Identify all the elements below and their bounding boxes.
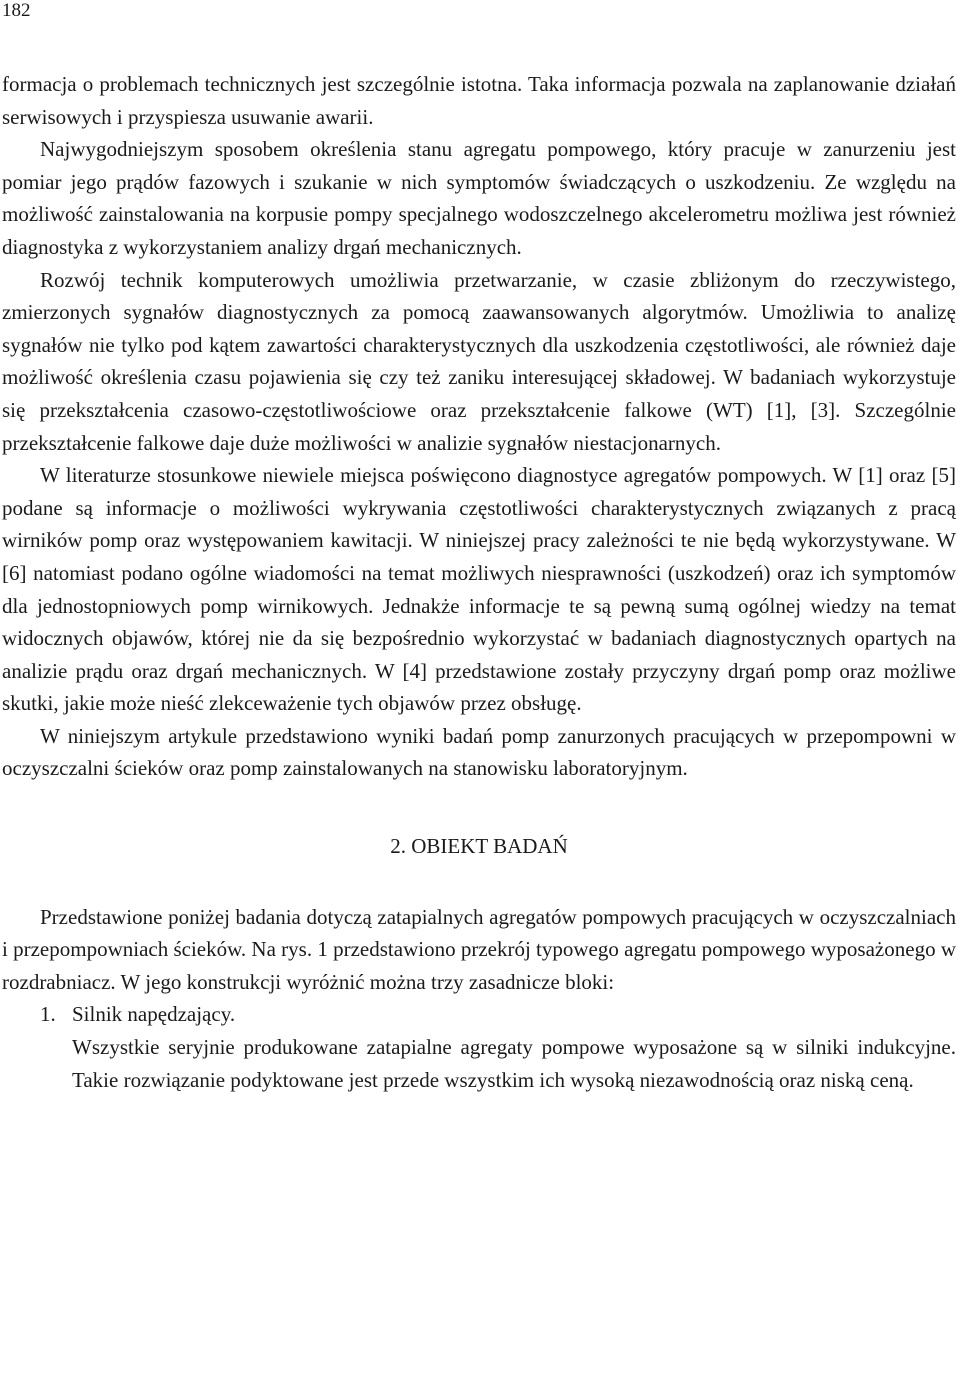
paragraph: W niniejszym artykule przedstawiono wyniki badań pomp zanurzonych pracujących w przepompowni w oczyszczalni ścieków oraz pomp zainstalowanych na stanowisku laboratoryjnym.	[2, 723, 956, 781]
paragraph: W literaturze stosunkowe niewiele miejsca poświęcono diagnostyce agregatów pompowych. W [1] oraz [5] podane są informacje o możliwości wykrywania częstotliwości charakterystycznych związanych z pracą wirników pomp oraz występowaniem kawitacji. W niniejszej pracy zależności te nie będą wykorzystywane. W [6] natomiast podano ogólne wiadomości na temat możliwych niesprawności (uszkodzeń) oraz ich symptomów dla jednostopniowych pomp wirnikowych. Jednakże informacje te są pewną sumą ogólnej wiedzy na temat widocznych objawów, której nie da się bezpośrednio wykorzystać w badaniach diagnostycznych opartych na analizie prądu oraz drgań mechanicznych. W [4] przedstawione zostały przyczyny drgań pomp oraz możliwe skutki, jakie może nieść zlekceważenie tych objawów przez obsługę.	[2, 463, 956, 716]
section-heading: 2. OBIEKT BADAŃ	[390, 834, 568, 859]
paragraph: Rozwój technik komputerowych umożliwia przetwarzanie, w czasie zbliżonym do rzeczywistego, zmierzonych sygnałów diagnostycznych za pomocą zaawansowanych algorytmów. Umożliwia to analizę sygnałów nie tylko pod kątem zawartości charakterystycznych dla uszkodzenia częstotliwości, ale również daje możliwość określenia czasu pojawienia się czy też zaniku interesującej składowej. W badaniach wykorzystuje się przekształcenia czasowo-częstotliwościowe oraz przekształcenie falkowe (WT) [1], [3]. Szczególnie przekształcenie falkowe daje duże możliwości w analizie sygnałów niestacjonarnych.	[2, 267, 956, 455]
document-body	[2, 68, 956, 1096]
page-number: 182	[2, 0, 31, 21]
paragraph: Najwygodniejszym sposobem określenia stanu agregatu pompowego, który pracuje w zanurzeniu jest pomiar jego prądów fazowych i szukanie w nich symptomów świadczących o uszkodzeniu. Ze względu na możliwość zainstalowania na korpusie pompy specjalnego wodoszczelnego akcelerometru możliwa jest również diagnostyka z wykorzystaniem analizy drgań mechanicznych.	[2, 137, 956, 259]
section-paragraph: Przedstawione poniżej badania dotyczą zatapialnych agregatów pompowych pracujących w oczyszczalniach i przepompowniach ścieków. Na rys. 1 przedstawiono przekrój typowego agregatu pompowego wyposażonego w rozdrabniacz. W jego konstrukcji wyróżnić można trzy zasadnicze bloki:	[2, 904, 956, 994]
list-item-number: 1.	[40, 1002, 56, 1027]
list-item	[2, 998, 956, 1031]
paragraph-continuation: formacja o problemach technicznych jest szczególnie istotna. Taka informacja pozwala na zaplanowanie działań serwisowych i przyspiesza usuwanie awarii.	[2, 72, 956, 129]
list-item-title: Silnik napędzający.	[72, 1002, 236, 1027]
list-item-description: Wszystkie seryjnie produkowane zatapialne agregaty pompowe wyposażone są w silniki indukcyjne. Takie rozwiązanie podyktowane jest przede wszystkim ich wysoką niezawodnością oraz niską ceną.	[72, 1035, 956, 1092]
